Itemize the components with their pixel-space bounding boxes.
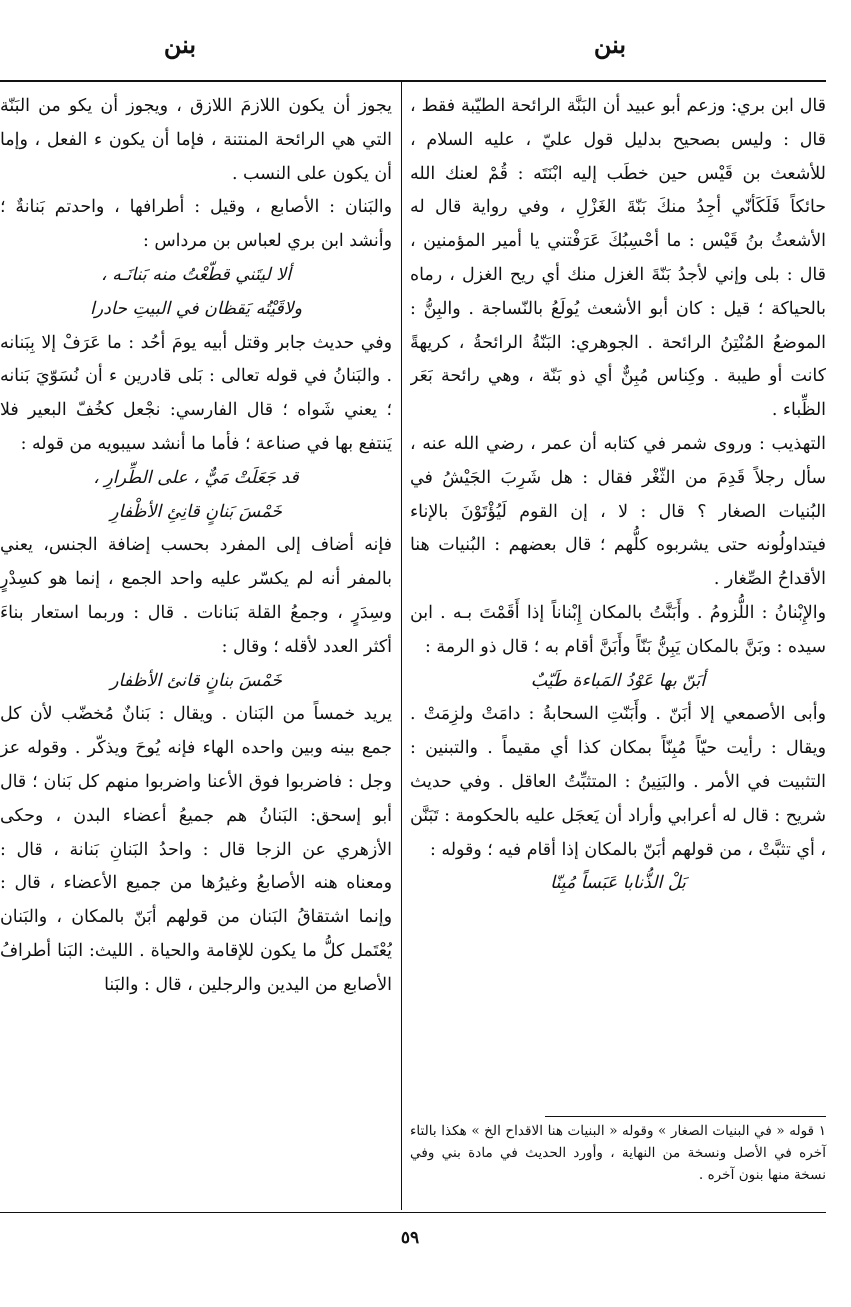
left-paragraph-5: يريد خمساً من البَنان . ويقال : بَنانٌ مُخضّب لأن كل جمع بينه وبين واحده الهاء فإنه يُوحَ ويذكّر . وقوله عز وجل : فاضربوا فوق الأعنا واضربوا منهم كل بَنان ؛ قال أبو إسحق: البَنانُ هم جميعُ أعضاء البدن ، وحكى الأزهري عن الزجا قال : واحدُ البَنانِ بَنانة ، قال : ومعناه هنه الأصابعُ وغيرُها من جميع الأعضاء ، قال : وإنما اشتقاقُ البَنان من قولهم أبَنّ بالمكان ، والبَنان يُعْتَمل كلُّ ما يكون للإقامة والحياة . الليث: البَنا أطرافُ الأصابع من اليدين والرجلين ، قال : والبَنا bbox=[0, 704, 392, 995]
left-paragraph-2: والبَنان : الأصابع ، وقيل : أطرافها ، واحدتم بَنانةٌ ؛ وأنشد ابن بري لعباس بن مرداس : bbox=[0, 197, 392, 252]
right-verse-1: أبَنّ بها عَوْدُ المَباءة طَيّبٌ bbox=[530, 670, 706, 691]
left-verse-1b: ولاقَيْتُه يَقظان في البيتِ حادرا bbox=[89, 298, 303, 319]
right-paragraph-1: قال ابن بري: وزعم أبو عبيد أن البَنَّة الرائحة الطيّبة فقط ، قال : وليس بصحيح بدليل قول عليّ ، عليه السلام ، للأشعث بن قَيْس حين خطَب إليه ابْنَتَه : قُمْ لعنك الله حائكاً فَلَكَأنّي أجِدُ منكَ بَنّةَ الغَزْلِ ، وفي رواية قال له الأشعثُ بنُ قَيْس : ما أحْسِبُكَ عَرَفْتني يا أمير المؤمنين ، قال : بلى وإني لأجدُ بَنّةَ الغزل منك أي ريح الغزل ، رماه بالحياكة ؛ قيل : كان أبو الأشعث يُولَعُ بالنّساجة . والبِنُّ : الموضعُ المُنْتِنُ الرائحة . الجوهري: البَنّةُ الرائحةُ ، كريهةً كانت أو طيبة . وكِناس مُبِنٌّ أي ذو بَنّة ، وهي رائحة بَعَر الظِّباء . bbox=[410, 96, 826, 421]
right-paragraph-4: وأبى الأصمعي إلا أبَنّ . وأَبَنّتِ السحابةُ : دامَتْ ولزِمَتْ . ويقال : رأيت حيّاً مُبِنّاً بمكان كذا أي مقيماً . والتبنين : التثبيت في الأمر . والبَنِينُ : المتثبِّتُ العاقل . وفي حديث شريح : قال له أعرابي وأراد أن يَعجَل عليه بالحكومة : تَبَنَّن ، أي تثبَّتْ ، من قولهم أبَنّ بالمكان إذا أقام فيه ؛ وقوله : bbox=[410, 704, 826, 860]
left-paragraph-1: يجوز أن يكون اللازمَ اللازق ، ويجوز أن يكو من البَنّة التي هي الرائحة المنتنة ، فإما أن يكون ء الفعل ، وإما أن يكون على النسب . bbox=[0, 96, 392, 184]
right-paragraph-3: والإِبْنانُ : اللُّزومُ . وأَبَنَّتُ بالمكان إِبْناناً إذا أَقَمْتَ بـه . ابن سيده : وبَنَّ بالمكان يَبِنُّ بَنّاً وأَبَنَّ أقام به ؛ قال ذو الرمة : bbox=[410, 602, 826, 657]
right-paragraph-2: التهذيب : وروى شمر في كتابه أن عمر ، رضي الله عنه ، سأل رجلاً قَدِمَ من الثّغْر فقال : هل شَرِبَ الجَيْشُ في البُنيات الصغار ؟ قال : لا ، إن القوم لَيُؤْتَوْنَ بالإناء فيتداولُونه حتى يشربوه كلُّهم ؛ قال بعضهم : البُنيات هنا الأقداحُ الصِّغار . bbox=[410, 433, 826, 590]
left-column bbox=[0, 90, 392, 1003]
left-verse-2a: قد جَعَلَتْ مَيٌّ ، على الطِّرارِ ، bbox=[93, 467, 299, 488]
running-head-left: بنن bbox=[163, 30, 197, 59]
left-verse-3: خَمْسَ بنانٍ قانئ الأظفار bbox=[110, 670, 282, 691]
running-head-right: بنن bbox=[593, 30, 627, 59]
page-number: ٥٩ bbox=[400, 1228, 420, 1248]
right-verse-2: بَلْ الذُّنابا عَبَساً مُبِنّا bbox=[550, 873, 686, 894]
left-paragraph-4: فإنه أضاف إلى المفرد بحسب إضافة الجنس، يعني بالمفر أنه لم يكسّر عليه واحد الجمع ، إنما هو كسِدْرٍ وسِدَرٍ ، وجمعُ القلة بَنانات . قال : وربما استعار بناءَ أكثر العدد لأقله ؛ وقال : bbox=[0, 535, 392, 657]
header-rule bbox=[0, 80, 826, 82]
footnote-rule bbox=[545, 1116, 826, 1117]
right-column bbox=[410, 90, 826, 901]
column-divider bbox=[401, 82, 402, 1210]
footnote: ١ قوله « في البنيات الصغار » وقوله « البنيات هنا الاقداح الخ » هكذا بالتاء آخره في الأصل ونسخة من النهاية ، وأورد الحديث في مادة بني وفي نسخة منها بنون آخره . bbox=[410, 1123, 826, 1183]
footer-rule bbox=[0, 1212, 826, 1213]
left-paragraph-3: وفي حديث جابر وقتل أبيه يومَ أحُد : ما عَرَفْ إلا بِبَنانه . والبَنانُ في قوله تعالى : بَلى قادرين ء أن نُسَوّيَ بَنانه ؛ يعني شَواه ؛ قال الفارسي: نجْعل كخُفّ البعير فلا يَنتفع بها في صناعة ؛ فأما ما أنشد سيبويه من قوله : bbox=[0, 332, 392, 454]
left-verse-2b: خَمْسَ بَنانٍ قانِئِ الأظْفارِ bbox=[110, 501, 282, 522]
left-verse-1a: ألا ليتَني قطّعْتُ منه بَنانَـه ، bbox=[100, 264, 292, 285]
